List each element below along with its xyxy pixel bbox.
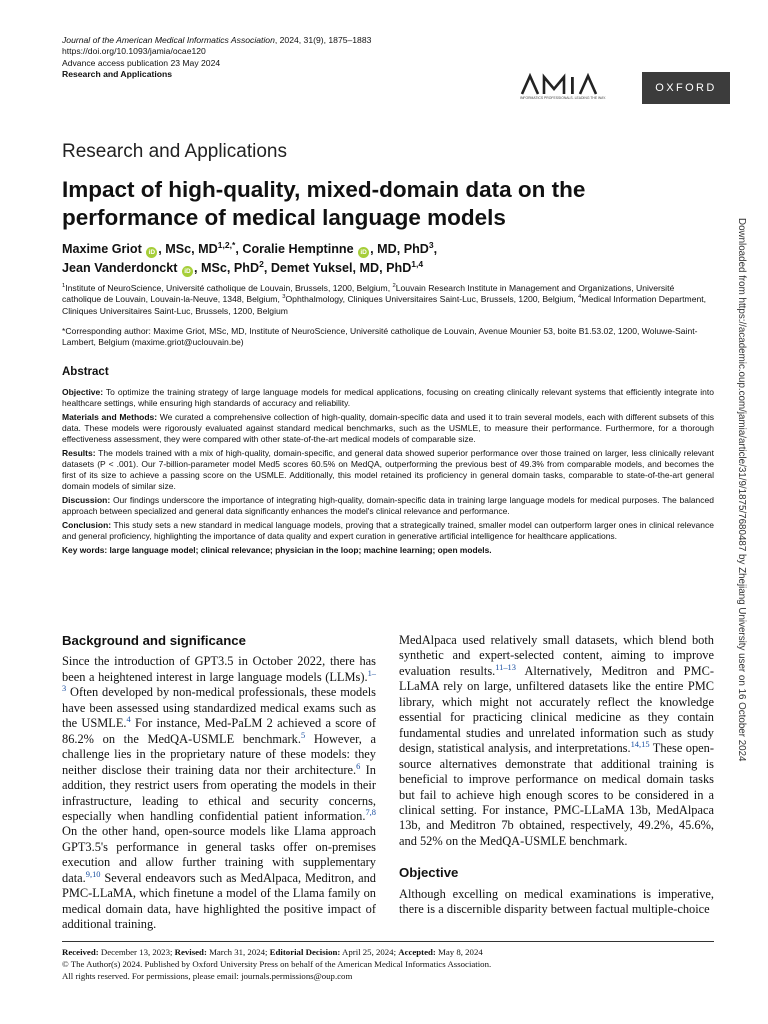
access-date: Advance access publication 23 May 2024 bbox=[62, 57, 221, 68]
reference-link[interactable]: 9,10 bbox=[85, 868, 101, 879]
author-name[interactable]: Maxime Griot bbox=[62, 242, 142, 256]
author-name[interactable]: Coralie Hemptinne bbox=[242, 242, 354, 256]
reference-link[interactable]: 14,15 bbox=[630, 739, 650, 750]
reference-link[interactable]: 6 bbox=[356, 760, 361, 771]
body-text: These open-source alternatives demonstrate that additional training is beneficial to improve performance on medical domain tasks but fail to achieve high enough scores to be considered in a clinical setting. For instance, PMC-LLaMA 13b, MedAlpaca 13b, and Meditron 7b obtained, respectively, 49.2%, 45.6%, and 52% on the MedQA-USMLE benchmark. bbox=[399, 741, 714, 848]
keywords: Key words: large language model; clinical relevance; physician in the loop; machine learning; open models. bbox=[62, 544, 492, 555]
publisher-logos bbox=[520, 72, 716, 104]
body-text: In addition, they restrict users from operating the models in their infrastructure, leading to ethical and security concerns, especially when handling confidential patient information. bbox=[62, 762, 376, 823]
date-value: May 8, 2024 bbox=[435, 947, 483, 957]
reference-link[interactable]: 1–3 bbox=[62, 667, 376, 694]
abstract-text: This study sets a new standard in medical language models, proving that a strategically trained, smaller model can outperform larger ones in clinical relevance and general proficiency, highlighting the importance of data quality and expert curation in generative artificial intelligence for healthcare applications. bbox=[62, 519, 714, 541]
body-text: For instance, Med-PaLM 2 achieved a score of 86.2% on the MedQA-USMLE benchmark. bbox=[62, 716, 376, 746]
background-paragraph bbox=[62, 654, 376, 932]
body-text: However, a challenge lies in the proprietary nature of these models: they neither disclose their training data nor their architecture. bbox=[62, 731, 376, 777]
abstract-text: The models trained with a mix of high-quality, domain-specific, and general data showed superior performance over those trained on larger, less clinically relevant datasets (P < .001). Our 7-billion-parameter model Med5 scores 60.5% on MedQA, outperforming the previous best of 49.3% from comparable models, and becomes the first of its size to achieve a passing score on the USMLE. Additionally, this model retained its proficiency in general domain tasks, comparable to state-of-the-art general domain models of similar size. bbox=[62, 447, 714, 492]
corresponding-author: *Corresponding author: Maxime Griot, MSc, MD, Institute of NeuroScience, Université catholique de Louvain, Avenue Mounier 53, boite B1.53.02, 1200, Woluwe-Saint-Lambert, Belgium (maxime.griot@uclouvain.be) bbox=[62, 326, 698, 348]
author-name[interactable]: Jean Vanderdonckt bbox=[62, 261, 178, 275]
body-right-column bbox=[399, 633, 714, 918]
objective-heading: Objective bbox=[399, 865, 459, 881]
body-left-column bbox=[62, 633, 376, 933]
orcid-icon[interactable]: iD bbox=[146, 247, 157, 258]
doi-link[interactable]: https://doi.org/10.1093/jamia/ocae120 bbox=[62, 46, 206, 57]
reference-link[interactable]: 5 bbox=[300, 729, 306, 740]
author-affiliation-sup[interactable]: 2 bbox=[259, 258, 264, 269]
affiliation-1: Institute of NeuroScience, Université catholique de Louvain, Brussels, 1200, Belgium, bbox=[65, 283, 393, 293]
oxford-logo: OXFORD bbox=[642, 72, 730, 104]
abstract-heading: Abstract bbox=[62, 366, 109, 378]
author-degrees: , MD, PhD bbox=[370, 242, 429, 256]
abstract-text: Our findings underscore the importance of integrating high-quality, domain-specific data in training large language models for medical purposes. The balanced approach between specialized and general data significantly enhances the model's clinical relevance and performance. bbox=[62, 495, 714, 517]
affiliation-number: 3 bbox=[282, 294, 286, 301]
objective-paragraph: Although excelling on medical examinations is imperative, there is a discernible disparity between factual multiple-choice bbox=[399, 886, 714, 917]
corresponding-star[interactable]: * bbox=[232, 239, 236, 250]
dates-line bbox=[62, 946, 714, 958]
rights-line: All rights reserved. For permissions, please email: journals.permissions@oup.com bbox=[62, 971, 353, 982]
affiliation-number: 2 bbox=[392, 283, 396, 290]
author-affiliation-sup[interactable]: 1,2, bbox=[217, 239, 233, 250]
abstract-methods bbox=[62, 412, 714, 446]
body-text: Alternatively, Meditron and PMC-LLaMA rely on large, unfiltered datasets like the entire PMC library, which might not accurately reflect the knowledge essential for practicing clinical medicine as they contain fundamental studies and unrelated information such as study design, statistical analysis, and interpretations. bbox=[399, 663, 714, 756]
author-name[interactable]: Demet Yuksel bbox=[270, 261, 353, 275]
orcid-icon[interactable]: iD bbox=[358, 247, 369, 258]
section-tag: Research and Applications bbox=[62, 68, 172, 79]
body-text: Several endeavors such as MedAlpaca, Meditron, and PMC-LLaMA, which finetune a model of the Llama family on medical domain data, have highlighted the positive impact of additional training. bbox=[62, 870, 376, 932]
reference-link[interactable]: 11–13 bbox=[495, 661, 516, 672]
journal-title: Journal of the American Medical Informatics Association bbox=[62, 35, 275, 45]
body-text: MedAlpaca used relatively small datasets, which blend both synthetic and expert-selected content, aiming to improve evaluation results. bbox=[399, 633, 714, 678]
abstract-label: Materials and Methods: bbox=[62, 411, 158, 422]
date-label: Revised: bbox=[174, 947, 207, 957]
author-list: Maxime Griot iD , MSc, $MD^{1,2,*}$, Coralie Hemptinne iD , MD, PhD$^3$, Jean Vanderdonckt iD , MSc, PhD$^2$, Demet Yuksel, MD, PhD$^{1,4}$ bbox=[62, 239, 438, 275]
date-value: April 25, 2024; bbox=[340, 947, 399, 957]
section-heading: Research and Applications bbox=[62, 141, 287, 162]
date-label: Accepted: bbox=[398, 947, 436, 957]
date-label: Received: bbox=[62, 947, 99, 957]
reference-link[interactable]: 7,8 bbox=[365, 806, 376, 817]
amia-tagline: INFORMATICS PROFESSIONALS. LEADING THE WAY. bbox=[520, 96, 606, 100]
affiliation-3: Ophthalmology, Cliniques Universitaires Saint-Luc, Brussels, 1200, Belgium, bbox=[285, 294, 579, 305]
copyright-line: © The Author(s) 2024. Published by Oxford University Press on behalf of the American Medical Informatics Association. bbox=[62, 959, 492, 970]
author-degrees: , MD, PhD bbox=[352, 261, 412, 275]
abstract-text: We curated a comprehensive collection of high-quality, domain-specific data and used it to train several models, each with different subsets of this data. These models were rigorously evaluated against standard medical benchmarks, such as the USMLE, to measure their performance. Furthermore, for a thorough effectiveness assessment, they were compared with other state-of-the-art medical models of comparable size. bbox=[62, 411, 714, 445]
affiliation-number: 1 bbox=[62, 283, 66, 290]
abstract-conclusion bbox=[62, 520, 714, 542]
abstract-results bbox=[62, 448, 714, 493]
body-text: Since the introduction of GPT3.5 in October 2022, there has been a heightened interest in large language models (LLMs). bbox=[62, 654, 376, 684]
abstract bbox=[62, 387, 714, 558]
abstract-label: Discussion: bbox=[62, 495, 111, 505]
author-degrees: , MSc, MD bbox=[158, 242, 218, 256]
body-text: Often developed by non-medical professionals, these models have been assessed using standardized medical exams such as the USMLE. bbox=[62, 685, 376, 731]
download-watermark bbox=[735, 218, 749, 788]
abstract-label: Results: bbox=[62, 447, 96, 458]
orcid-icon[interactable]: iD bbox=[182, 266, 193, 277]
date-value: March 31, 2024; bbox=[206, 947, 270, 957]
author-affiliation-sup[interactable]: 1,4 bbox=[411, 258, 424, 269]
footer bbox=[62, 946, 714, 983]
affiliations bbox=[62, 283, 712, 317]
affiliation-2: Louvain Research Institute in Management and Organizations, Université catholique de Louvain, Louvain-la-Neuve, 1348, Belgium, bbox=[62, 283, 675, 305]
journal-header bbox=[62, 35, 482, 80]
affiliation-number: 4 bbox=[578, 294, 582, 301]
background-heading: Background and significance bbox=[62, 633, 246, 648]
download-note-text: Downloaded from https://academic.oup.com/jamia/article/31/9/1875/7680487 by Zhejiang University user on 16 October 2024 bbox=[736, 218, 747, 762]
abstract-discussion bbox=[62, 495, 714, 517]
affiliation-4: Medical Information Department, Cliniques Universitaires Saint-Luc, Brussels, 1200, Belgium bbox=[62, 294, 707, 316]
date-label: Editorial Decision: bbox=[269, 947, 341, 957]
amia-logo bbox=[520, 72, 630, 104]
abstract-label: Objective: bbox=[62, 387, 104, 397]
article-title: Impact of high-quality, mixed-domain data on the performance of medical language models bbox=[62, 177, 586, 230]
footer-divider bbox=[62, 941, 714, 942]
body-text: On the other hand, open-source models like Llama approach GPT3.5's performance in general tasks offer on-premises execution and allow further training with supplementary data. bbox=[62, 824, 376, 885]
author-degrees: , MSc, PhD bbox=[193, 261, 260, 275]
background-paragraph-continued bbox=[399, 633, 714, 849]
date-value: December 13, 2023; bbox=[98, 947, 175, 957]
abstract-text: To optimize the training strategy of large language models for medical applications, focusing on creating clinically relevant systems that efficiently integrate into healthcare settings, while ensuring high standards of accuracy and reliability. bbox=[62, 387, 714, 409]
abstract-label: Conclusion: bbox=[62, 519, 112, 530]
citation: , 2024, 31(9), 1875–1883 bbox=[274, 35, 372, 45]
abstract-objective bbox=[62, 387, 714, 409]
author-affiliation-sup[interactable]: 3 bbox=[428, 239, 434, 250]
reference-link[interactable]: 4 bbox=[126, 714, 131, 725]
